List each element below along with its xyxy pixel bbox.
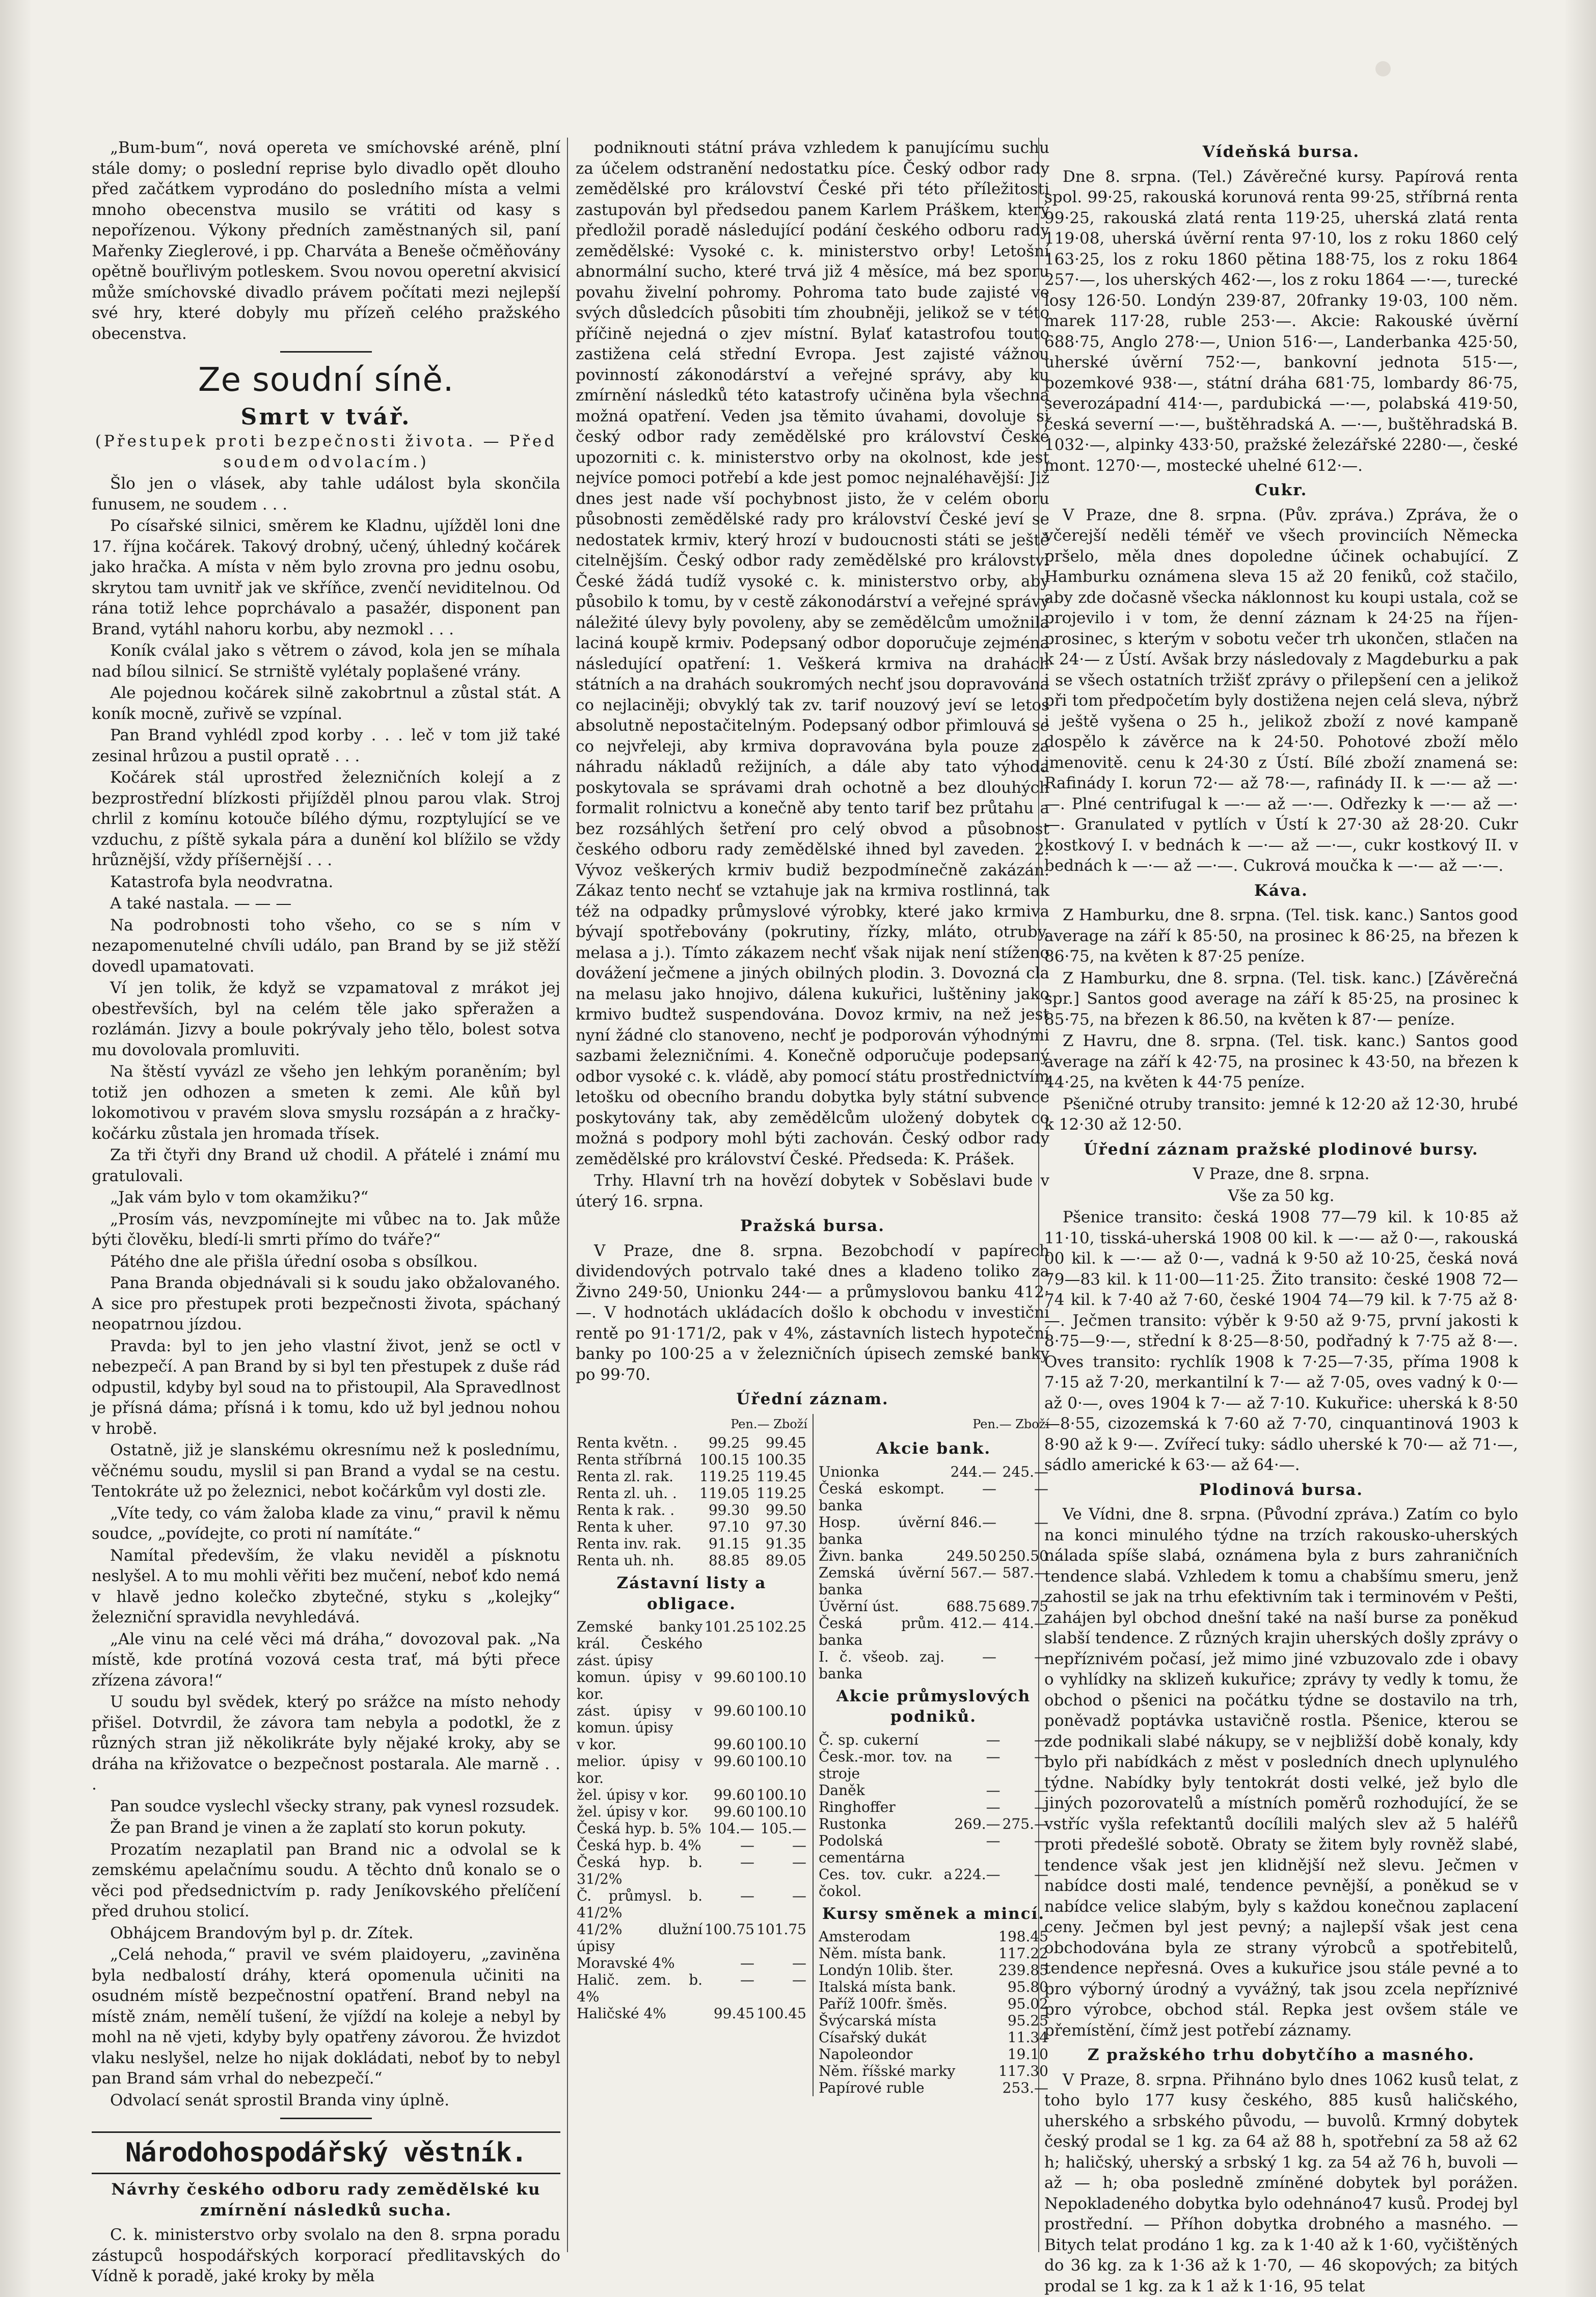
- rate-label: 41/2% dlužní úpisy: [577, 1921, 703, 1955]
- theatre-notice: „Bum-bum“, nová opereta ve smíchovské aréně, plní stále domy; o poslední reprise bylo divadlo opět dlouho před začátkem vyprodáno do posledního místa a velmi mnoho obecenstva musilo se vrátiti od kasy s nepořízenou. Výkony předních zaměstnaných sil, paní Mařenky Zieglerové, i pp. Charváta a Beneše očměňovány opětně bouřlivým potleskem. Svou novou operetní akvisicí může smíchovské divadlo právem počítati mezi nejlepší své hry, které dobyly mu přízeň celého pražského obecenstva.: [92, 139, 560, 343]
- rate-label: Amsterodam: [819, 1928, 911, 1945]
- rate-value: 104.—: [708, 1820, 755, 1837]
- paragraph: Na štěstí vyvázl ze všeho jen lehkým poraněním; byl totiž jen odhozen a smeten k zemi. Ale kůň byl lokomotivou v pravém slova smyslu rozsápán a z hračky-kočárku zůstala jen hromada třísek.: [92, 1062, 560, 1143]
- table-row: [576, 1854, 807, 1887]
- rate-value: 412.—: [950, 1614, 997, 1632]
- rate-label: Ringhoffer: [819, 1798, 896, 1815]
- paragraph: Že pan Brand je vinen a že zaplatí sto korun pokuty.: [110, 1819, 527, 1837]
- paragraph: Šlo jen o vlásek, aby tahle událost byla skončila funusem, ne soudem . . .: [92, 474, 560, 514]
- rate-value: 224.—: [954, 1865, 1000, 1883]
- paragraph: Pšenice transito: česká 1908 77—79 kil. k 10·85 až 11·10, tisská-uherská 1908 00 kil. k —·— až 0·—, rakouská 00 kil. k —·— až 0·—, vadná k 9·50 až 10·25, česká nová 79—83 kil. k 11·00—11·25. Žito transito: české 1908 72—74 kil. k 7·40 až 7·60, české 1904 74—79 kil. k 7·75 až 8·—. Ječmen transito: výběr k 9·50 až 9·75, první jakosti k 8·75—9·—, střední k 8·25—8·50, podřadný k 7·75 až 8·—. Oves transito: rychlík 1908 k 7·25—7·35, příma 1908 k 7·15 až 7·20, merkantilní k 7·— až 7·05, oves vadný k 0·— až 0·—, oves 1904 k 7·— až 7·10. Kukuřice: uherská k 8·50—8·55, cizozemská k 7·60 až 7·70, cinquantinová 1903 k 8·90 až k 9·—. Zvířecí tuky: sádlo uherské k 70·— až 71·—, sádlo americké k 63·— až 64·—.: [1044, 1208, 1518, 1474]
- table-row: [576, 1820, 807, 1837]
- rate-value: —: [986, 1731, 1000, 1748]
- table-row: [818, 1815, 1049, 1832]
- burse-title: Pražská bursa.: [740, 1217, 885, 1235]
- rate-value: 567.—: [950, 1564, 997, 1581]
- rate-value: 100.35: [756, 1451, 806, 1468]
- exchange-title: Kursy směnek a mincí.: [822, 1904, 1045, 1923]
- coffee-title: Káva.: [1254, 881, 1308, 900]
- rate-value: 99.60: [713, 1786, 755, 1803]
- paragraph: Ale pojednou kočárek silně zakobrtnul a zůstal stát. A koník mocně, zuřivě se vzpínal.: [92, 684, 560, 723]
- rate-value: 97.10: [708, 1518, 750, 1535]
- rate-value: 100.45: [756, 2005, 806, 2022]
- rate-label: Česká eskompt. banka: [819, 1480, 945, 1514]
- rate-value: 99.60: [713, 1669, 755, 1686]
- rate-value: 239.85: [998, 1962, 1048, 1979]
- table-row: [576, 1552, 807, 1569]
- rate-value: 253.—: [1002, 2079, 1048, 2096]
- rate-label: Císařský dukát: [819, 2029, 927, 2046]
- rate-value: —: [1034, 1513, 1048, 1531]
- paragraph: C. k. ministerstvo orby svolalo na den 8. srpna poradu zástupců hospodářských korporací předlitavských do Vídně k poradě, jaké kroky by měla: [92, 2226, 560, 2285]
- rates-header: Pen.— Zboží: [972, 1417, 1049, 1431]
- table-row: [818, 1962, 1049, 1979]
- rate-value: 99.60: [713, 1803, 755, 1820]
- article-subtitle: (Přestupek proti bezpečnosti života. — Před soudem odvolacím.): [95, 432, 557, 471]
- rate-label: Napoleondor: [819, 2046, 913, 2063]
- rates-header: Pen.— Zboží: [731, 1417, 807, 1431]
- paragraph: Katastrofa byla neodvratna.: [110, 872, 334, 891]
- column-1: [92, 138, 560, 2285]
- rate-value: —: [1034, 1731, 1048, 1748]
- rate-label: v kor.: [577, 1736, 616, 1753]
- paragraph: Koník cválal jako s větrem o závod, kola jen se míhala nad bílou silnicí. Se strniště vylétaly poplašené vrány.: [92, 642, 560, 681]
- rate-value: 19.10: [1007, 2046, 1048, 2063]
- paragraph: Prozatím nezaplatil pan Brand nic a odvolal se k zemskému apelačnímu soudu. A těchto dnů konalo se o věci pod předsednictvím p. rady Jeníkovského přelíčení před druhou stolicí.: [92, 1840, 560, 1920]
- paragraph: A také nastala. — — —: [110, 894, 292, 913]
- table-row: [818, 1782, 1049, 1799]
- rate-label: I. č. všeob. zaj. banka: [819, 1648, 945, 1682]
- paragraph: Namítal především, že vlaku neviděl a písknotu neslyšel. A to mu mohli věřiti bez mučení, neboť kdo nemá v hlavě jedno kolečko zbytečné, styku s „kolejky“ železniční spravidla nevyhledává.: [92, 1546, 560, 1626]
- rate-label: Renta uh. nh.: [577, 1552, 674, 1569]
- table-row: [576, 1955, 807, 1971]
- rate-label: Renta inv. rak.: [577, 1535, 682, 1552]
- rate-label: Česká hyp. b. 31/2%: [577, 1854, 703, 1887]
- rate-label: Rustonka: [819, 1815, 887, 1832]
- table-row: [576, 1736, 807, 1753]
- table-row: [576, 1535, 807, 1552]
- cattle-market-title: Z pražského trhu dobytčího a masného.: [1087, 2046, 1475, 2064]
- rate-value: 250.50: [998, 1547, 1048, 1564]
- rate-value: 91.35: [765, 1535, 806, 1552]
- record-title: Úřední záznam.: [736, 1390, 889, 1408]
- article-title: Smrt v tvář.: [240, 404, 412, 430]
- paragraph: Kočárek stál uprostřed železničních kolejí a z bezprostřední blízkosti přijížděl plnou parou vlak. Stroj chrlil z komínu kotouče bílého dýmu, rozptylující se ve vzduchu, z píště sykala pára a dunění kol blížilo se vždy hrůznější, vždy příšernější . . .: [92, 768, 560, 869]
- rate-value: 119.25: [699, 1468, 750, 1485]
- paragraph: Pan Brand vyhlédl zpod korby . . . leč v tom již také zesinal hrůzou a pustil opratě . . .: [92, 726, 560, 765]
- paragraph: Dne 8. srpna. (Tel.) Závěrečné kursy. Papírová renta spol. 99·25, rakouská korunová renta 99·25, stříbrná renta 99·25, rakouská zlatá renta 119·25, uherská zlatá renta 119·08, uherská úvěrní renta 97·10, los z roku 1860 celý 163·25, los z roku 1860 pětina 188·75, los z roku 1864 257·—, los uherských 462·—, los z roku 1864 —·—, turecké losy 126·50. Londýn 239·87, 20franky 19·03, 100 něm. marek 117·28, ruble 253·—. Akcie: Rakouské úvěrní 688·75, Anglo 278·—, Union 516·—, Landerbanka 425·50, uherské úvěrní 752·—, bankovní jednota 515·—, pozemkové 938·—, státní dráha 681·75, lombardy 86·75, severozápadní 414·—, pardubická —·—, polabská 419·50, česká severní —·—, buštěhradská A. —·—, buštěhradská B. 1032·—, alpinky 433·50, pražské železářské 2280·—, české mont. 1270·—, mostecké uhelné 612·—.: [1044, 167, 1518, 475]
- rate-value: 95.80: [1007, 1979, 1048, 1995]
- rate-value: 100.10: [756, 1736, 806, 1753]
- paragraph: Pátého dne ale přišla úřední osoba s obsílkou.: [110, 1252, 478, 1271]
- rate-label: Č. průmysl. b. 41/2%: [577, 1887, 703, 1921]
- rate-value: —: [1034, 1748, 1048, 1765]
- rate-label: Č. sp. cukerní: [819, 1731, 918, 1748]
- paragraph: podniknouti státní práva vzhledem k panujícímu suchu za účelem odstranění nedostatku píce. Český odbor rady zemědělské pro království České při této příležitosti zastupován byl předsedou panem Karlem Práškem, který předložil poradě následující podání českého odboru rady zemědělské: Vysoké c. k. ministerstvo orby! Letošní abnormální sucho, které trvá již 4 měsíce, má bez sporu povahu živelní pohromy. Pohroma tato bude zajisté ve svých důsledcích působiti tím zhoubněji, jelikož se v této příčině nejedná o zjev místní. Bylať katastrofou touto zastižena celá střední Evropa. Jest zajisté vážnou povinností zákonodárství a veřejné správy, aby ku zmírnění následků této katastrofy učiněna byla všechna možná opatření. Veden jsa těmito úvahami, dovoluje si český odbor rady zemědělské pro království České upozorniti c. k. ministerstvo orby na okolnost, kde jest nejvíce pomoci potřebí a kde jest pomoc nejnaléhavější: Již dnes jest nade vší pochybnost jisto, že v celém oboru působnosti zemědělské rady pro království České jeví se nedostatek krmiv, který hrozí v budoucnosti státi se ještě citelnějším. Český odbor rady zemědělské pro království České žádá tudíž vysoké c. k. ministerstvo orby, aby působilo k tomu, by v cestě zákonodárství a veřejné správy náležité úlevy byly povoleny, aby se zemědělcům umožnila laciná koupě krmiv. Podepsaný odbor doporučuje zejména následující opatření: 1. Veškerá krmiva na drahách státních a na drahách soukromých nechť jsou dopravována co nejlaciněji; obvyklý tak zv. tarif nouzový jeví se letos absolutně nepostačitelným. Podepsaný odbor přimlouvá se co nejvřeleji, aby krmiva dopravována byla pouze za náhradu nákladů režijních, a dále aby tato výhoda poskytovala se správami drah ochotně a bez dlouhých formalit rolnictvu a konečně aby tento tarif bez průtahu a bez rozsáhlých šetření pro celý obvod a působnost českého odboru rady zemědělské ihned byl zaveden. 2. Vývoz veškerých krmiv budiž bezpodmínečně zakázán. Zákaz tento nechť se vztahuje jak na krmiva rostlinná, tak též na odpadky průmyslové výrobky, které jako krmiva bývají spotřebovány (pokrutiny, řízky, mláto, otruby, melasa a j.). Tímto zákazem nechť však nijak není stíženo dovážení ječmene a jiných obilných plodin. 3. Dovozná cla na melasu jako hnojivo, dálena kukuřici, luštěniny jako krmivo budtež suspendována. Dovoz krmiv, na než jest nyní žádné clo stanoveno, nechť je podporován výhodnými sazbami železničními. 4. Konečně odporučuje podepsaný odbor vysoké c. k. vládě, aby pomocí státu prostřednictvím letošku od obecního brandu dobytka byly státní subvence poskytovány tak, aby zemědělcům uložený dobytek co možná s podpory mohl býti zachován. Český odbor rady zemědělské pro království České. Předseda: K. Prášek.: [576, 139, 1049, 1168]
- rate-value: —: [986, 1748, 1000, 1765]
- rate-value: 99.60: [713, 1702, 755, 1719]
- rate-value: 100.10: [756, 1803, 806, 1820]
- rate-value: —: [740, 1854, 755, 1871]
- paragraph: „Celá nehoda,“ pravil ve svém plaidoyeru, „zaviněna byla nedbalostí dráhy, která opomenula učiniti na osudném místě bezpečnostní opatření. Brand nebyl na místě znám, nemělí tušení, že vjíždí na koleje a nebyl by mohl na ně vjeti, kdyby byly opatřeny závorou. Že hvizdot vlaku neslyšel, nelze ho nijak dokládati, neboť by to nebyl pan Brand sám vrhal do nebezpečí.“: [92, 1945, 560, 2088]
- rate-label: Úvěrní úst.: [819, 1597, 899, 1615]
- table-row: [818, 1731, 1049, 1748]
- table-row: [576, 1618, 807, 1669]
- table-row: [818, 1945, 1049, 1962]
- paragraph: V Praze, 8. srpna. Přihnáno bylo dnes 1062 kusů telat, z toho bylo 177 kusy českého, 885 kusů haličského, uherského a srbského původu, — buvolů. Krmný dobytek český prodal se 1 kg. za 64 až 88 h, spotřební za 58 až 62 h; haličský, uherský a srbský 1 kg. za 54 až 76 h, buvoli — až — h; oba posledně zmíněné dobytek byl porážen. Nepokladeného dobytka bylo odehnáno47 kusů. Prodej byl prostřední. — Příhon dobytka drobného a masného. — Bitych telat prodáno 1 kg. za k 1·40 až k 1·60, vyčištěných do 36 kg. za k 1·36 až k 1·70, — 46 skopových; za bitých prodal se 1 kg. za k 1 až k 1·16, 95 telat: [1044, 2070, 1518, 2295]
- rate-label: Hosp. úvěrní banka: [819, 1513, 945, 1547]
- rate-value: 100.15: [699, 1451, 750, 1468]
- rate-label: Podolská cementárna: [819, 1832, 905, 1866]
- rate-value: —: [986, 1798, 1000, 1815]
- paragraph: Obhájcem Brandovým byl p. dr. Zítek.: [110, 1924, 414, 1942]
- rate-value: —: [792, 1854, 806, 1871]
- table-row: [576, 2005, 807, 2022]
- rates-left: [576, 1414, 807, 2097]
- rate-value: —: [792, 1971, 806, 1988]
- table-row: [576, 1451, 807, 1468]
- table-row: [576, 1837, 807, 1854]
- rate-value: —: [740, 1887, 755, 1904]
- bonds-table: [576, 1618, 807, 2022]
- paragraph: Pana Branda objednávali si k soudu jako obžalovaného. A sice pro přestupek proti bezpečnosti života, spáchaný neopatrnou jízdou.: [92, 1274, 560, 1333]
- rate-value: 587.—: [1002, 1564, 1048, 1581]
- rate-value: 846.—: [950, 1513, 997, 1531]
- table-row: [576, 1502, 807, 1518]
- paragraph: Ví jen tolik, že když se vzpamatoval z mrákot jej obestřevších, byl na celém těle jako spřeražen a rozlámán. Jizvy a boule pokrývaly jeho tělo, bolest sotva mu dovolovala promluviti.: [92, 979, 560, 1059]
- rate-label: Něm. říšské marky: [819, 2063, 956, 2079]
- sugar-title: Cukr.: [1255, 481, 1308, 499]
- produce-record-title: Úřední záznam pražské plodinové bursy.: [1084, 1140, 1479, 1159]
- table-row: [576, 1971, 807, 2005]
- rate-value: —: [792, 1887, 806, 1904]
- rate-label: Zemské banky král. Českého zást. úpisy: [577, 1618, 703, 1669]
- table-row: [818, 1463, 1049, 1480]
- rate-value: 100.10: [756, 1702, 806, 1719]
- rate-value: 101.75: [756, 1921, 806, 1938]
- rate-label: Česká prům. banka: [819, 1614, 945, 1648]
- rate-label: Moravské 4%: [577, 1955, 675, 1971]
- rentes-table: [576, 1434, 807, 1569]
- table-row: [818, 1866, 1049, 1900]
- rate-value: 249.50: [946, 1547, 997, 1564]
- rate-label: zást. úpisy v komun. úpisy: [577, 1702, 703, 1736]
- rate-label: Zemská úvěrní banka: [819, 1564, 945, 1598]
- rate-label: Česká hyp. b. 4%: [577, 1837, 701, 1854]
- rate-value: —: [982, 1480, 997, 1497]
- rate-value: 100.10: [756, 1753, 806, 1770]
- rate-label: Daněk: [819, 1781, 865, 1799]
- rate-value: 99.50: [765, 1502, 806, 1518]
- rate-value: 97.30: [765, 1518, 806, 1535]
- rate-label: Paříž 100fr. šměs.: [819, 1995, 948, 2012]
- bank-shares-title: Akcie bank.: [876, 1439, 991, 1458]
- rate-label: Renta zl. uh. .: [577, 1485, 677, 1502]
- paragraph: U soudu byl svědek, který po srážce na místo nehody přišel. Dotvrdil, že závora tam nebyla a podotkl, že z různých stran již několikráte byly nějaké kroky, aby se dráha na křižovatce o bezpečnost postarala. Ale marně . . .: [92, 1693, 560, 1794]
- rate-label: Haličské 4%: [577, 2005, 666, 2022]
- rate-value: —: [986, 1832, 1000, 1849]
- rate-label: Renta k rak. .: [577, 1502, 675, 1518]
- paragraph: V Praze, dne 8. srpna. (Pův. zpráva.) Zpráva, že o včerejší neděli téměř ve všech provinciích Německa pršelo, měla dnes dopoledne účinek ochabující. Z Hamburku oznámena sleva 15 až 20 feniků, což stačilo, aby zde dočasně všecka náklonnost ku koupi ustala, což se projevilo i v tom, že denní záznam k 24·25 na říjen-prosinec, s kterým v sobotu večer trh ukončen, stlačen na k 24·— z Ústí. Avšak brzy následovaly z Magdeburku a pak i se všech ostatních tržišť zprávy o přilepšení cen a jelikož při tom předpočetím byly dostižena nejen celá sleva, nýbrž i ještě vyšena o 25 h., jelikož zboží z nové kampaně dospělo k závěrce na k 24·50. Pohotové zboží mělo jmenovitě. cenu k 24·30 z Ústí. Bílé zboží znamená se: Rafinády I. korun 72·— až 78·—, rafinády II. k —·— až —·—. Plné centrifugal k —·— až —·—. Odřezky k —·— až —·—. Granulated v pytlích v Ústí k 27·30 až 28·20. Cukr kostkový I. v bednách k —·— až —·—, cukr kostkový II. v bednách k —·— až —·—. Cukrová moučka k —·— až —·—.: [1044, 505, 1518, 875]
- rate-value: 414.—: [1002, 1614, 1048, 1632]
- paragraph: Z Hamburku, dne 8. srpna. (Tel. tisk. kanc.) [Závěrečná spr.] Santos good average na září k 85·25, na prosinec k 85·75, na březen k 86.50, na květen k 87·— peníze.: [1044, 969, 1518, 1029]
- table-row: [576, 1434, 807, 1451]
- rate-value: 100.10: [756, 1669, 806, 1686]
- produce-unit: Vše za 50 kg.: [1228, 1186, 1335, 1205]
- rate-value: 100.75: [705, 1921, 755, 1938]
- industry-shares-title: Akcie průmyslových podniků.: [836, 1687, 1031, 1726]
- rate-label: Česk.-mor. tov. na stroje: [819, 1748, 953, 1782]
- table-row: [818, 1648, 1049, 1682]
- rate-value: —: [740, 1955, 755, 1971]
- rate-value: —: [740, 1837, 755, 1854]
- rate-value: —: [792, 1955, 806, 1971]
- rate-value: 99.60: [713, 1753, 755, 1770]
- table-row: [576, 1887, 807, 1921]
- table-row: [818, 1564, 1049, 1598]
- paragraph: Po císařské silnici, směrem ke Kladnu, ujížděl loni dne 17. října kočárek. Takový drobný, učený, úhledný kočárek jako hračka. A místa v něm bylo zrovna pro jednu osobu, skrytou tam uvnitř jak ve skříňce, zvenčí neviditelnou. Od rána totiž lehce poprchávalo a pasažér, disponent pan Brand, vytáhl nahoru korbu, aby nezmokl . . .: [92, 517, 560, 638]
- column-rule: [567, 138, 568, 2252]
- rate-value: 89.05: [765, 1552, 806, 1569]
- rate-value: 244.—: [950, 1463, 997, 1480]
- rate-value: 11.34: [1007, 2029, 1048, 2046]
- rate-value: 95.02: [1007, 1995, 1048, 2012]
- rate-value: 102.25: [756, 1618, 806, 1635]
- vienna-burse-title: Vídeňská bursa.: [1202, 143, 1360, 161]
- rate-value: 119.05: [699, 1485, 750, 1502]
- rate-value: 119.45: [756, 1468, 806, 1485]
- table-row: [576, 1485, 807, 1502]
- econ-section-title: Národohospodářský věstník.: [92, 2131, 560, 2174]
- rate-value: 269.—: [954, 1815, 1000, 1832]
- econ-article-title: Návrhy českého odboru rady zemědělské ku zmírnění následků sucha.: [111, 2180, 541, 2220]
- rate-value: —: [1034, 1865, 1048, 1883]
- table-row: [576, 1921, 807, 1955]
- table-row: [818, 2079, 1049, 2096]
- rate-value: 275.—: [1002, 1815, 1048, 1832]
- column-2: [576, 138, 1049, 2096]
- bank-shares-table: [818, 1463, 1049, 1682]
- rate-value: 688.75: [946, 1597, 997, 1615]
- produce-date: V Praze, dne 8. srpna.: [1193, 1165, 1370, 1183]
- rate-value: 99.45: [713, 2005, 755, 2022]
- rate-label: Londýn 10lib. šter.: [819, 1962, 954, 1979]
- table-row: [576, 1669, 807, 1702]
- table-row: [818, 1480, 1049, 1514]
- page-edge-right: [1565, 0, 1596, 2297]
- table-row: [818, 1547, 1049, 1564]
- table-row: [818, 1748, 1049, 1782]
- table-row: [576, 1786, 807, 1803]
- table-row: [818, 2012, 1049, 2029]
- rate-label: Renta zl. rak.: [577, 1468, 673, 1485]
- bonds-title: Zástavní listy a obligace.: [616, 1574, 767, 1613]
- market-notice: Trhy. Hlavní trh na hovězí dobytek v Soběslavi bude v úterý 16. srpna.: [576, 1171, 1049, 1211]
- rate-value: 689.75: [998, 1597, 1048, 1615]
- rate-value: 88.85: [708, 1552, 750, 1569]
- table-row: [576, 1753, 807, 1786]
- rate-value: 117.22: [998, 1945, 1048, 1962]
- paragraph: Na podrobnosti toho všeho, co se s ním v nezapomenutelné chvíli událo, pan Brand by se již stěží dovedl upamatovati.: [92, 916, 560, 976]
- paper-stain: [1375, 61, 1391, 76]
- table-row: [576, 1803, 807, 1820]
- table-row: [818, 1615, 1049, 1648]
- rate-label: žel. úpisy v kor.: [577, 1803, 689, 1820]
- rate-label: Halič. zem. b. 4%: [577, 1971, 703, 2005]
- divider: [280, 351, 372, 353]
- section-title: Ze soudní síně.: [198, 361, 454, 399]
- table-row: [818, 1928, 1049, 1945]
- rate-label: Renta stříbrná: [577, 1451, 682, 1468]
- rate-value: —: [792, 1837, 806, 1854]
- table-row: [818, 2063, 1049, 2079]
- rate-label: Papírové ruble: [819, 2079, 925, 2096]
- rate-label: Švýcarská místa: [819, 2012, 937, 2029]
- table-row: [576, 1702, 807, 1736]
- rate-value: 99.45: [765, 1434, 806, 1451]
- produce-burse-title: Plodinová bursa.: [1199, 1480, 1364, 1499]
- rates-right: [813, 1414, 1049, 2097]
- rate-label: Česká hyp. b. 5%: [577, 1820, 701, 1837]
- rate-value: 101.25: [705, 1618, 755, 1635]
- rate-value: —: [1034, 1832, 1048, 1849]
- rate-label: Italská místa bank.: [819, 1979, 957, 1995]
- table-row: [576, 1518, 807, 1535]
- rate-value: —: [986, 1781, 1000, 1799]
- rate-label: Živn. banka: [819, 1547, 904, 1564]
- rate-label: Unionka: [819, 1463, 880, 1480]
- table-row: [818, 1832, 1049, 1866]
- rate-value: 100.10: [756, 1786, 806, 1803]
- rate-label: žel. úpisy v kor.: [577, 1786, 689, 1803]
- rate-value: —: [1034, 1781, 1048, 1799]
- rate-value: —: [740, 1971, 755, 1988]
- paragraph: Pšeničné otruby transito: jemné k 12·20 až 12·30, hrubé k 12·30 až 12·50.: [1044, 1094, 1518, 1134]
- divider: [280, 2118, 372, 2119]
- paragraph: „Jak vám bylo v tom okamžiku?“: [110, 1188, 369, 1207]
- rate-value: 105.—: [760, 1820, 806, 1837]
- paragraph: Pravda: byl to jen jeho vlastní život, jenž se octl v nebezpečí. A pan Brand by si byl ten přestupek z duše rád odpustil, kdyby byl soud na to přistoupil, Ala Spravedlnost je přísná dáma; přísná i k tomu, kdo už byl jednou nohou v hrobě.: [92, 1337, 560, 1438]
- table-row: [818, 2046, 1049, 2063]
- rate-value: 198.45: [998, 1928, 1048, 1945]
- paragraph: V Praze, dne 8. srpna. Bezobchodí v papírech dividendových potrvalo také dnes a kladeno toliko za Živno 249·50, Unionku 244·— a průmyslovou banku 412·—. V hodnotách ukládacích došlo k obchodu v investiční rentě po 91·171/2, pak v 4%, zástavních listech hypoteční banky po 100·25 a v železničních úpisech zemské banky po 99·70.: [576, 1241, 1049, 1384]
- exchange-table: [818, 1928, 1049, 2096]
- rate-label: Něm. místa bank.: [819, 1945, 946, 1962]
- paragraph: Odvolací senát sprostil Branda viny úplně.: [110, 2091, 450, 2109]
- rate-value: 245.—: [1002, 1463, 1048, 1480]
- paragraph: „Víte tedy, co vám žaloba klade za vinu,“ pravil k němu soudce, „povídejte, co proti ní namítáte.“: [92, 1504, 560, 1543]
- page-edge-left: [0, 0, 31, 2297]
- paragraph: Ostatně, již je slanskému okresnímu než k poslednímu, věčnému soudu, myslil si pan Brand a vydal se na cestu. Tentokráte už po železnici, nebot kočárkům vyl dosti zle.: [92, 1441, 560, 1501]
- rate-value: —: [1034, 1480, 1048, 1497]
- paragraph: Z Havru, dne 8. srpna. (Tel. tisk. kanc.) Santos good average na září k 42·75, na prosinec k 43·50, na březen k 44·25, na květen k 44·75 peníze.: [1044, 1032, 1518, 1091]
- rate-value: 91.15: [708, 1535, 750, 1552]
- table-row: [818, 1979, 1049, 1995]
- rate-value: 99.60: [713, 1736, 755, 1753]
- rate-value: 99.25: [708, 1434, 750, 1451]
- paragraph: „Ale vinu na celé věci má dráha,“ dovozoval pak. „Na místě, kde protíná vozová cesta trať, má býti přece zřízena závora!“: [92, 1630, 560, 1690]
- rate-value: —: [1034, 1648, 1048, 1665]
- rate-label: Renta k uher.: [577, 1518, 674, 1535]
- column-3: [1044, 138, 1518, 2295]
- paragraph: „Prosím vás, nevzpomínejte mi vůbec na to. Jak může býti člověku, bledí-li smrti přímo do tváře?“: [92, 1210, 560, 1249]
- paragraph: Ve Vídni, dne 8. srpna. (Původní zpráva.) Zatím co bylo na konci minulého týdne na trzích rakousko-uherských nálada spíše slabá, oznámena byla z burs zahraničních tendence slabá. Vzhledem k tomu a chabšímu smeru, jenž zahostil se jak na trhu efektivním tak i terminovém v Pešti, zahájen byl obchod dnešní také na naší burse za poněkud slabší tendence. Z různých krajin uherských došly zprávy o nepříznivém počasí, jež mimo jiné vzbuzovalo zde i obavy o vyhlídky na sklizeň kukuřice; zprávy ty vedly k tomu, že obchod o pšenici na počátku týdne se dostavilo na trh, poněvadž poptávka ustavičně rostla. Pšenice, kterou se zde podnikali slabé nákupy, se v nejbližší době konaly, kdy bylo při nabídkách z měst v posledních dnech uplynulého týdne. Nabídky byly tentokrát dosti velké, jež bylo dle jiných pozorovatelů a místních poměrů rozhodující, že se vstříc vyšla refektantů docílili malých slev až 5 haléřů proti předešlé sobotě. Obraty se žitem byly rovněž slabé, tendence však jest jen klidnější než slevu. Ječmen v nabídce dosti malé, tendence pevnější, a poněkud se v nabídce velice slabým, byly s každou konečnou zaplacení ceny. Ječmen byl jest pevný; a najlepší však jest cena obchodována byla ze strany výrobců a spotřebitelů, tendence nepřesná. Oves a kukuřice jsou stále pevné a to pro výborný úrodný a vyvážný, tak jsou zcela nepříznivé pro výrobce, obchod stál. Repka jest ovšem stále ve přemístění, čímž jest potřebí záznamy.: [1044, 1505, 1518, 2040]
- rates-tables: [576, 1414, 1049, 2097]
- rate-value: 99.30: [708, 1502, 750, 1518]
- paragraph: Za tři čtyři dny Brand už chodil. A přátelé i známí mu gratulovali.: [92, 1146, 560, 1185]
- rate-label: melior. úpisy v kor.: [577, 1753, 703, 1786]
- rate-value: —: [982, 1648, 997, 1665]
- table-row: [818, 1598, 1049, 1615]
- industry-shares-table: [818, 1731, 1049, 1900]
- rate-value: 95.25: [1007, 2012, 1048, 2029]
- rate-value: —: [1034, 1798, 1048, 1815]
- rate-value: 117.30: [998, 2063, 1048, 2079]
- table-row: [818, 1995, 1049, 2012]
- rate-value: 119.25: [756, 1485, 806, 1502]
- rate-label: Ces. tov. cukr. a čokol.: [819, 1865, 953, 1900]
- paragraph: Z Hamburku, dne 8. srpna. (Tel. tisk. kanc.) Santos good average na září k 85·50, na prosinec k 86·25, na březen k 86·75, na květen k 87·25 peníze.: [1044, 906, 1518, 966]
- table-row: [818, 2029, 1049, 2046]
- rate-label: komun. úpisy v kor.: [577, 1669, 703, 1702]
- table-row: [818, 1799, 1049, 1815]
- rate-label: Renta květn. .: [577, 1434, 678, 1451]
- table-row: [818, 1514, 1049, 1547]
- table-row: [576, 1468, 807, 1485]
- paragraph: Pan soudce vyslechl všecky strany, pak vynesl rozsudek.: [110, 1797, 560, 1815]
